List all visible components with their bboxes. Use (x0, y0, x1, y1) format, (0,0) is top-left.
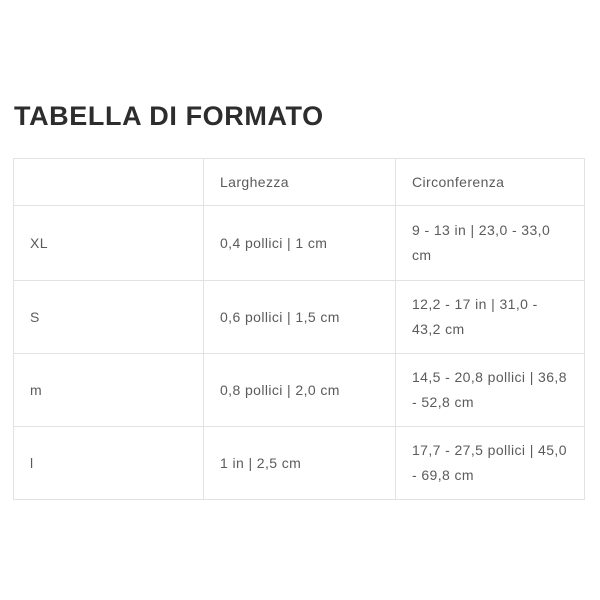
header-cell-width: Larghezza (204, 159, 396, 206)
size-table-body (14, 206, 585, 500)
header-cell-size (14, 159, 204, 206)
size-table-header (14, 159, 585, 206)
table-row (14, 354, 585, 427)
table-row (14, 427, 585, 500)
circumference-cell: 14,5 - 20,8 pollici | 36,8 - 52,8 cm (396, 354, 585, 427)
page-title: TABELLA DI FORMATO (14, 101, 324, 132)
header-row (14, 159, 585, 206)
header-cell-circumference: Circonferenza (396, 159, 585, 206)
size-table (13, 158, 585, 500)
circumference-cell: 12,2 - 17 in | 31,0 - 43,2 cm (396, 281, 585, 354)
size-cell: m (14, 354, 204, 427)
size-cell: l (14, 427, 204, 500)
table-row (14, 206, 585, 281)
circumference-cell: 9 - 13 in | 23,0 - 33,0 cm (396, 206, 585, 281)
width-cell: 1 in | 2,5 cm (204, 427, 396, 500)
size-cell: XL (14, 206, 204, 281)
width-cell: 0,6 pollici | 1,5 cm (204, 281, 396, 354)
width-cell: 0,4 pollici | 1 cm (204, 206, 396, 281)
width-cell: 0,8 pollici | 2,0 cm (204, 354, 396, 427)
table-row (14, 281, 585, 354)
circumference-cell: 17,7 - 27,5 pollici | 45,0 - 69,8 cm (396, 427, 585, 500)
size-cell: S (14, 281, 204, 354)
